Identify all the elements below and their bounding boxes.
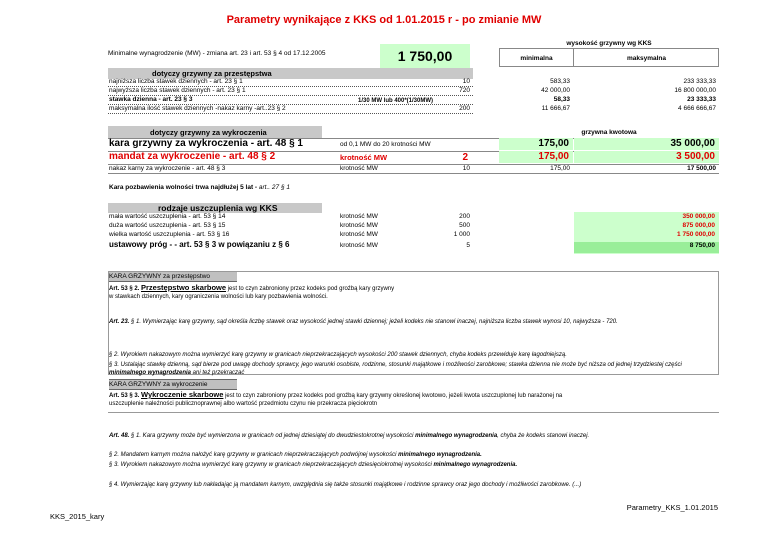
przest-row-min: 583,33 <box>550 78 570 85</box>
kwota-header: grzywna kwotowa <box>581 129 637 136</box>
art23-3-b: minimalnego wynagrodzenia <box>109 370 192 376</box>
art53-2-term: Przestępstwo skarbowe <box>141 283 227 292</box>
przest-row-min: 58,33 <box>553 96 570 103</box>
uszcz-row-mid: krotność MW <box>340 242 378 249</box>
uszcz-row-count: 5 <box>466 242 470 249</box>
przest-row-min: 42 000,00 <box>541 87 570 94</box>
uszcz-row-val: 1 750 000,00 <box>677 231 715 238</box>
uszcz-row-label: mała wartość uszczuplenia - art. 53 § 14 <box>109 213 226 220</box>
art23-2: § 2. Wyrokiem nakazowym można wymierzyć karę grzywny w granicach nieprzekraczających wysokości 200 stawek dziennych, chyba kodeks przewiduje karę łagodniejszą. <box>109 352 567 358</box>
art48-4: § 4. Wymierzając karę grzywny lub nakładając ją mandatem karnym, uwzględnia się także stosunki majątkowe i rodzinne sprawcy oraz jego dochody i możliwości zarobkowe. (...) <box>109 482 582 488</box>
art53-3-text: jest to czyn zabroniony przez kodeks pod groźbą kary grzywny określonej kwotowo, jeżeli kwota uszczuplonej lub narażonej na uszczuplenie należności publicznoprawnej albo wartość przedmiotu czynu nie przekracza pięciokrotn <box>109 393 563 407</box>
przest-row-count: 10 <box>462 78 470 85</box>
max-header: maksymalna <box>626 55 667 62</box>
przest-row-min: 11 666,67 <box>541 105 570 112</box>
art23-3-c: ani też przekraczać <box>191 370 245 376</box>
art23-1-text: § 1. Wymierzając karę grzywny, sąd określa liczbę stawek oraz wysokość jednej stawki dziennej; jeżeli kodeks nie stanowi inaczej, najniższa liczba stawek wynosi 10, najwyższa - 720. <box>129 319 618 325</box>
uszcz-row-label: wielka wartość uszczuplenia - art. 53 § 16 <box>109 231 230 238</box>
art48-2-bold: minimalnego wynagrodzenia. <box>398 452 482 458</box>
wykr-row-max: 17 500,00 <box>687 165 716 172</box>
uszcz-row-val: 350 000,00 <box>682 213 715 220</box>
art23-3-a: § 3. Ustalając stawkę dzienną, sąd bierze pod uwagę dochody sprawcy, jego warunki osobiste, rodzinne, stosunki majątkowe i możliwości zarobkowe; stawka dzienna nie może być niższa od jednej trzydziestej części <box>109 362 682 368</box>
art53-3-prefix: Art. 53 § 3. <box>109 393 142 399</box>
kara-przest-header: KARA GRZYWNY za przestępstwo <box>109 272 237 282</box>
uszcz-row-count: 200 <box>459 213 470 220</box>
art48-1-tail: , chyba że kodeks stanowi inaczej. <box>497 433 590 439</box>
wykroczenie-header: dotyczy grzywny za wykroczenia <box>150 128 267 137</box>
wykr-row-min: 175,00 <box>499 151 573 163</box>
uszcz-row-val: 875 000,00 <box>682 222 715 229</box>
uszcz-row-count: 500 <box>459 222 470 229</box>
art48-3-bold: minimalnego wynagrodzenia. <box>433 462 518 468</box>
kara-wykr-header: KARA GRZYWNY za wykroczenie <box>109 379 237 390</box>
przest-row-label: maksymalna ilość stawek dziennych -nakaz karny -art..23 § 2 <box>109 105 286 112</box>
uszcz-row-mid: krotność MW <box>340 213 378 220</box>
wykr-row-max: 35 000,00 <box>574 138 719 150</box>
pozbawienie-text: Kara pozbawienia wolności trwa najdłużej 5 lat - <box>109 184 259 191</box>
przest-row-label: najniższa liczba stawek dziennych - art. 23 § 1 <box>109 78 243 85</box>
przestepstwo-header: dotyczy grzywny za przestępstwa <box>152 69 272 78</box>
page-title: Parametry wynikające z KKS od 1.01.2015 r - po zmianie MW <box>226 14 542 26</box>
wykr-row-label: nakaz karny za wykroczenie - art. 48 § 3 <box>109 165 226 172</box>
range-header: wysokość grzywny wg KKS <box>566 40 652 47</box>
przest-row-count: 720 <box>459 87 470 94</box>
wykr-row-mid: krotność MW <box>340 165 378 172</box>
przest-row-max: 4 666 666,67 <box>678 105 716 112</box>
wykr-row-min: 175,00 <box>499 138 573 150</box>
uszcz-row-val: 8 750,00 <box>689 242 715 249</box>
pozbawienie-ref: art.. 27 § 1 <box>258 184 290 191</box>
art48-1-bold: minimalnego wynagrodzenia <box>415 433 498 439</box>
przest-row-label: stawka dzienna - art. 23 § 3 <box>109 96 193 103</box>
uszcz-row-label: ustawowy próg - - art. 53 § 3 w powiązaniu z § 6 <box>109 240 290 249</box>
art48-3-text: § 3. Wyrokiem nakazowym można wymierzyć karę grzywny w granicach nieprzekraczających dziesięciokrotnej wysokości <box>109 462 434 468</box>
art53-2-text: jest to czyn zabroniony przez kodeks pod groźbą kary grzywny w stawkach dziennych, kary ograniczenia wolności lub kary pozbawienia wolności. <box>109 286 395 300</box>
mw-label: Minimalne wynagrodzenie (MW) - zmiana art. 23 i art. 53 § 4 od 17.12.2005 <box>108 50 326 57</box>
uszcz-row-count: 1 000 <box>453 231 470 238</box>
uszcz-row-mid: krotność MW <box>340 231 378 238</box>
art48-1-prefix: Art. 48. <box>109 433 130 439</box>
wykr-row-min: 175,00 <box>550 165 570 172</box>
przest-row-max: 16 800 000,00 <box>674 87 716 94</box>
wykr-row-max: 3 500,00 <box>574 151 719 163</box>
mw-value: 1 750,00 <box>380 44 470 68</box>
przest-row-count: 200 <box>459 105 470 112</box>
wykr-row-label: mandat za wykroczenie - art. 48 § 2 <box>109 151 276 162</box>
art48-2-text: § 2. Mandatem karnym można nałożyć karę grzywny w granicach nieprzekraczających podwójnej wysokości <box>109 452 399 458</box>
uszcz-row-label: duża wartość uszczuplenia - art. 53 § 15 <box>109 222 226 229</box>
art53-2-prefix: Art. 53 § 2. <box>109 286 142 292</box>
art23-1-prefix: Art. 23. <box>109 319 130 325</box>
art53-3-term: Wykroczenie skarbowe <box>141 390 224 399</box>
wykr-row-count: 2 <box>462 152 468 163</box>
wykr-row-count: 10 <box>462 165 470 172</box>
wykr-row-mid: krotność MW <box>340 153 388 162</box>
wykr-row-label: kara grzywny za wykroczenia - art. 48 § 1 <box>109 138 303 149</box>
uszczuplenia-header: rodzaje uszczuplenia wg KKS <box>158 203 278 213</box>
przest-row-max: 23 333,33 <box>687 96 716 103</box>
art48-1-text: § 1. Kara grzywny może być wymierzona w granicach od jednej dziesiątej do dwudziestokrotnej wysokości <box>129 433 416 439</box>
min-header: minimalna <box>520 55 553 62</box>
przest-row-label: najwyższa liczba stawek dziennych - art. 23 § 1 <box>109 87 246 94</box>
uszcz-row-mid: krotność MW <box>340 222 378 229</box>
przest-row-max: 233 333,33 <box>683 78 716 85</box>
footer-right: Parametry_KKS_1.01.2015 <box>626 503 718 512</box>
footer-left: KKS_2015_kary <box>50 512 105 521</box>
przest-row-mid: 1/30 MW lub 400*(1/30MW) <box>358 98 434 104</box>
wykr-row-mid: od 0,1 MW do 20 krotności MW <box>340 141 431 148</box>
